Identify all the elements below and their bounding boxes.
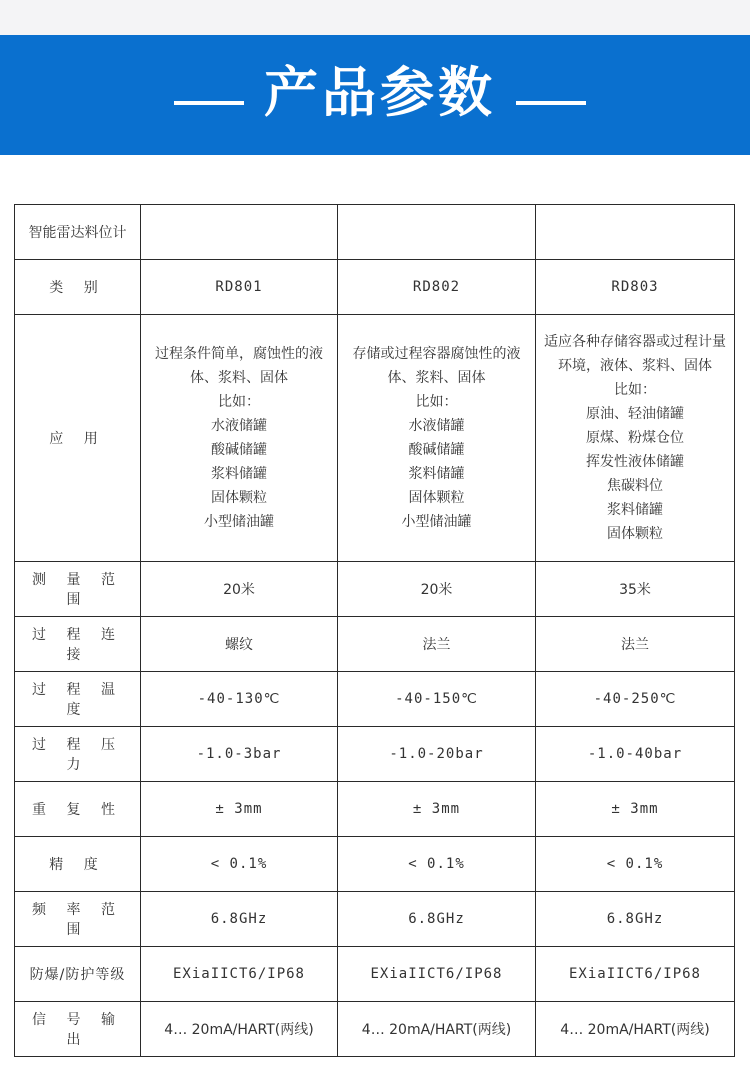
table-cell: ± 3mm bbox=[536, 782, 735, 837]
table-cell: 4… 20mA/HART(两线) bbox=[338, 1002, 536, 1057]
row-label: 类 别 bbox=[15, 260, 141, 315]
table-row bbox=[15, 672, 735, 727]
text-line: 焦碳料位 bbox=[607, 478, 663, 494]
empty-cell bbox=[536, 205, 735, 260]
table-cell: EXiaIICT6/IP68 bbox=[141, 947, 338, 1002]
product-name-cell: 智能雷达料位计 bbox=[15, 205, 141, 260]
table-cell: 20米 bbox=[141, 562, 338, 617]
text-line: 原煤、粉煤仓位 bbox=[586, 430, 684, 446]
row-label: 防爆/防护等级 bbox=[15, 947, 141, 1002]
row-label: 应 用 bbox=[15, 315, 141, 562]
table-cell bbox=[536, 315, 735, 562]
title-decor-line-left bbox=[174, 101, 244, 105]
table-cell: -40-130℃ bbox=[141, 672, 338, 727]
table-cell: ± 3mm bbox=[141, 782, 338, 837]
table-row bbox=[15, 837, 735, 892]
table-cell: 法兰 bbox=[338, 617, 536, 672]
table-cell: < 0.1% bbox=[536, 837, 735, 892]
row-label: 过 程 压 力 bbox=[15, 727, 141, 782]
table-row bbox=[15, 892, 735, 947]
table-cell: < 0.1% bbox=[141, 837, 338, 892]
table-cell: EXiaIICT6/IP68 bbox=[338, 947, 536, 1002]
table-cell bbox=[141, 315, 338, 562]
table-cell: 法兰 bbox=[536, 617, 735, 672]
table-cell: 35米 bbox=[536, 562, 735, 617]
empty-cell bbox=[338, 205, 536, 260]
table-cell: ± 3mm bbox=[338, 782, 536, 837]
text-line: 比如： bbox=[415, 394, 458, 410]
text-line: 小型储油罐 bbox=[401, 514, 472, 530]
text-line: 比如： bbox=[218, 394, 260, 410]
text-line: 挥发性液体储罐 bbox=[586, 454, 684, 470]
text-line: 小型储油罐 bbox=[204, 514, 274, 530]
page-title: 产品参数 bbox=[264, 61, 496, 124]
text-line: 比如： bbox=[614, 382, 656, 398]
table-cell: RD801 bbox=[141, 260, 338, 315]
text-line: 水液储罐 bbox=[211, 418, 267, 434]
table-cell: -1.0-40bar bbox=[536, 727, 735, 782]
table-cell: EXiaIICT6/IP68 bbox=[536, 947, 735, 1002]
table-row bbox=[15, 1002, 735, 1057]
table-cell: -40-150℃ bbox=[338, 672, 536, 727]
text-line: 原油、轻油储罐 bbox=[586, 406, 684, 422]
top-strip bbox=[0, 0, 750, 35]
row-label: 精 度 bbox=[15, 837, 141, 892]
table-row bbox=[15, 562, 735, 617]
text-line: 环境，液体、浆料、固体 bbox=[558, 358, 712, 374]
table-row bbox=[15, 617, 735, 672]
table-cell: 20米 bbox=[338, 562, 536, 617]
row-label: 重 复 性 bbox=[15, 782, 141, 837]
table-cell: -1.0-3bar bbox=[141, 727, 338, 782]
table-row bbox=[15, 727, 735, 782]
title-decor-line-right bbox=[516, 101, 586, 105]
text-line: 酸碱储罐 bbox=[408, 442, 465, 458]
text-line: 固体颗粒 bbox=[408, 490, 465, 506]
table-cell: RD803 bbox=[536, 260, 735, 315]
application-text bbox=[141, 342, 337, 534]
row-label: 信 号 输 出 bbox=[15, 1002, 141, 1057]
text-line: 适应各种存储容器或过程计量 bbox=[544, 334, 726, 350]
table-row bbox=[15, 260, 735, 315]
text-line: 存储或过程容器腐蚀性的液 bbox=[352, 346, 521, 362]
table-row bbox=[15, 782, 735, 837]
table-cell: < 0.1% bbox=[338, 837, 536, 892]
application-text bbox=[536, 330, 734, 546]
table-row bbox=[15, 205, 735, 260]
text-line: 浆料储罐 bbox=[607, 502, 663, 518]
table-cell: 6.8GHz bbox=[141, 892, 338, 947]
text-line: 水液储罐 bbox=[408, 418, 465, 434]
row-label: 过 程 连 接 bbox=[15, 617, 141, 672]
table-cell: 6.8GHz bbox=[338, 892, 536, 947]
row-label: 测 量 范 围 bbox=[15, 562, 141, 617]
text-line: 体、浆料、固体 bbox=[387, 370, 486, 386]
text-line: 过程条件简单，腐蚀性的液 bbox=[155, 346, 323, 362]
parameter-table bbox=[14, 204, 735, 1057]
text-line: 浆料储罐 bbox=[408, 466, 465, 482]
table-cell: 4… 20mA/HART(两线) bbox=[536, 1002, 735, 1057]
table-cell: -40-250℃ bbox=[536, 672, 735, 727]
table-row bbox=[15, 947, 735, 1002]
table-cell: 4… 20mA/HART(两线) bbox=[141, 1002, 338, 1057]
table-cell bbox=[338, 315, 536, 562]
application-text bbox=[338, 342, 535, 534]
empty-cell bbox=[141, 205, 338, 260]
row-label: 频 率 范 围 bbox=[15, 892, 141, 947]
header-banner bbox=[0, 35, 750, 155]
text-line: 固体颗粒 bbox=[607, 526, 663, 542]
text-line: 固体颗粒 bbox=[211, 490, 267, 506]
table-cell: 6.8GHz bbox=[536, 892, 735, 947]
row-label: 过 程 温 度 bbox=[15, 672, 141, 727]
table-cell: -1.0-20bar bbox=[338, 727, 536, 782]
text-line: 体、浆料、固体 bbox=[190, 370, 288, 386]
table-row bbox=[15, 315, 735, 562]
table-cell: RD802 bbox=[338, 260, 536, 315]
text-line: 浆料储罐 bbox=[211, 466, 267, 482]
text-line: 酸碱储罐 bbox=[211, 442, 267, 458]
table-cell: 螺纹 bbox=[141, 617, 338, 672]
